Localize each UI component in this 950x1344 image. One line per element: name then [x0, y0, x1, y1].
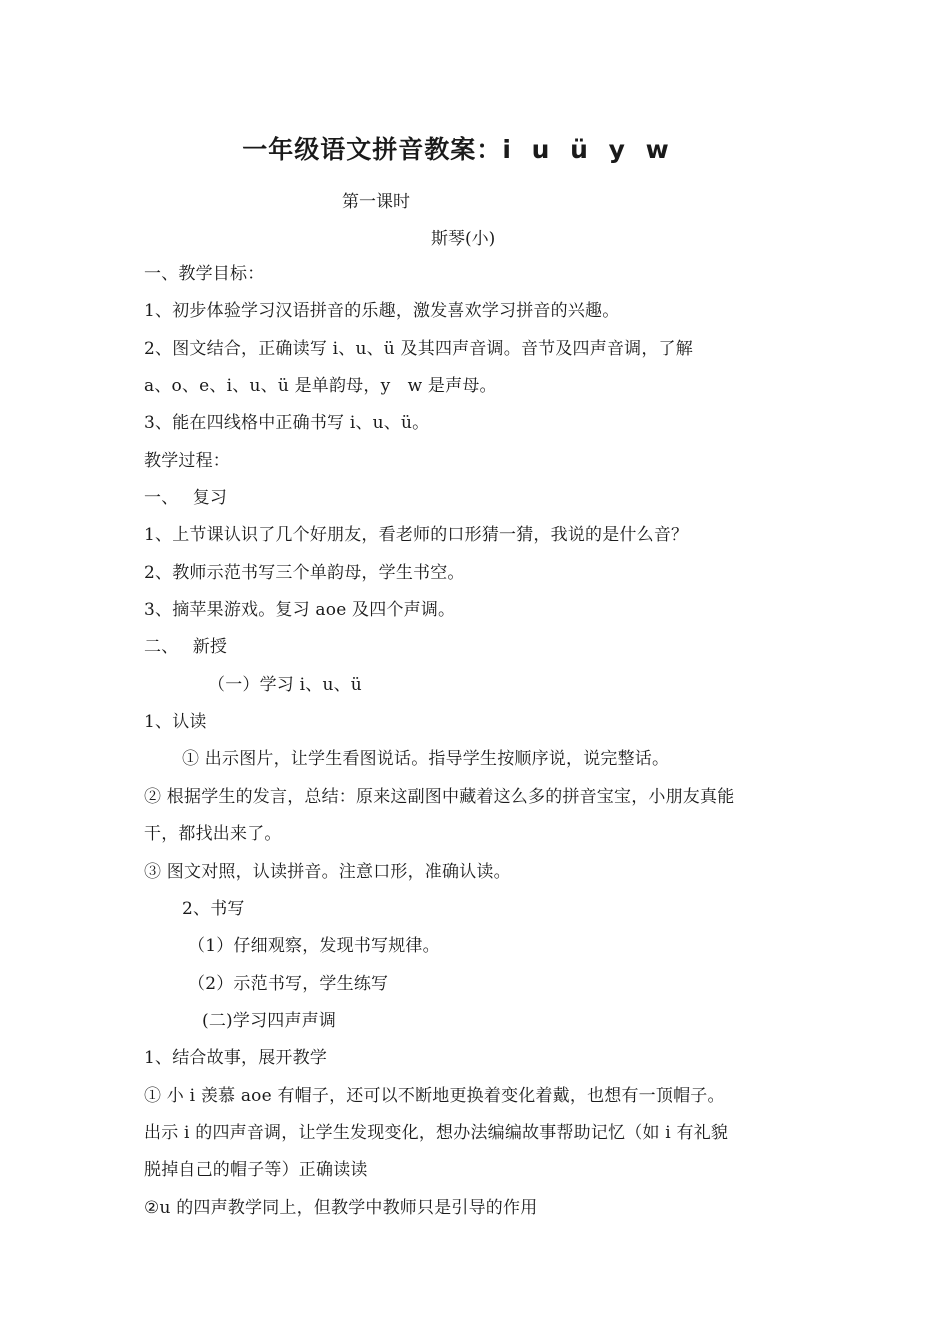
title-letters: i u ü y w — [502, 135, 670, 164]
lesson-label: 第一课时 — [342, 192, 410, 212]
tones-item-1: 1、结合故事，展开教学 — [144, 1048, 328, 1069]
section-heading-objectives: 一、教学目标： — [144, 264, 265, 284]
document-title — [0, 130, 912, 166]
section-heading-process: 教学过程： — [144, 450, 230, 471]
recognize-step-2: ② 根据学生的发言，总结：原来这副图中藏着这么多的拼音宝宝，小朋友真能 — [144, 786, 735, 807]
recognize-step-1: ① 出示图片，让学生看图说话。指导学生按顺序说，说完整话。 — [182, 749, 670, 770]
lesson-body — [144, 256, 824, 1227]
subsection-four-tones: (二)学习四声声调 — [202, 1010, 337, 1031]
objective-1: 1、初步体验学习汉语拼音的乐趣，激发喜欢学习拼音的兴趣。 — [144, 301, 620, 322]
recognize-step-2-continued: 干，都找出来了。 — [144, 824, 282, 845]
tones-step-2: ②u 的四声教学同上，但教学中教师只是引导的作用 — [144, 1197, 538, 1218]
objective-2: 2、图文结合，正确读写 i、u、ü 及其四声音调。音节及四声音调，了解 — [144, 338, 693, 359]
tones-step-1-continued: 出示 i 的四声音调，让学生发现变化，想办法编编故事帮助记忆（如 i 有礼貌 — [144, 1122, 729, 1143]
writing-step-2: （2）示范书写，学生练写 — [188, 973, 389, 994]
review-item-2: 2、教师示范书写三个单韵母，学生书空。 — [144, 562, 465, 583]
review-item-3: 3、摘苹果游戏。复习 aoe 及四个声调。 — [144, 600, 456, 621]
objective-2-continued: a、o、e、i、u、ü 是单韵母，y w 是声母。 — [144, 376, 497, 397]
step-new-heading: 二、 新授 — [144, 637, 228, 658]
title-main: 一年级语文拼音教案： — [242, 135, 503, 164]
tones-step-1: ① 小 i 羡慕 aoe 有帽子，还可以不断地更换着变化着戴，也想有一顶帽子。 — [144, 1085, 725, 1106]
review-item-1: 1、上节课认识了几个好朋友，看老师的口形猜一猜，我说的是什么音？ — [144, 525, 689, 546]
author-name: 斯琴(小) — [431, 229, 496, 249]
tones-step-1-continued-2: 脱掉自己的帽子等）正确读读 — [144, 1160, 368, 1181]
objective-3: 3、能在四线格中正确书写 i、u、ü。 — [144, 413, 430, 434]
writing-step-1: （1）仔细观察，发现书写规律。 — [188, 936, 440, 957]
subsection-learn-iuu: （一）学习 i、u、ü — [208, 674, 362, 695]
item-recognize-read: 1、认读 — [144, 712, 207, 733]
step-review-heading: 一、 复习 — [144, 488, 228, 509]
recognize-step-3: ③ 图文对照，认读拼音。注意口形，准确认读。 — [144, 861, 511, 882]
item-writing: 2、书写 — [182, 898, 245, 919]
